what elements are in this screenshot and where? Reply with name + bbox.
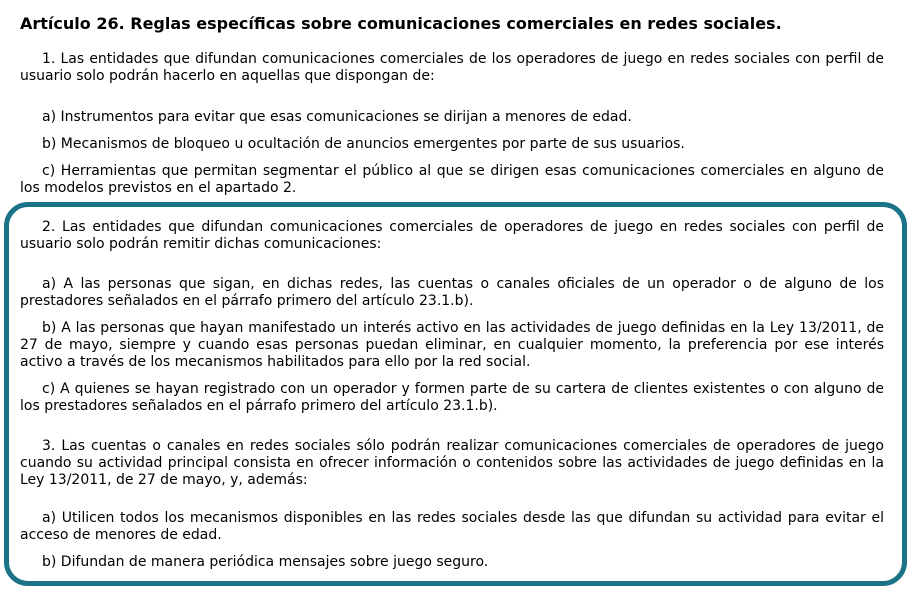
section-2-item-c: c) A quienes se hayan registrado con un operador y formen parte de su cartera de clientes existentes o con alguno de los prestadores señalados en el párrafo primero del artículo 23.1.b). <box>20 381 884 414</box>
section-1-item-c: c) Herramientas que permitan segmentar el público al que se dirigen esas comunicaciones comerciales en alguno de los modelos previstos en el apartado 2. <box>20 163 884 196</box>
section-1-intro: 1. Las entidades que difundan comunicaciones comerciales de los operadores de juego en redes sociales con perfil de usuario solo podrán hacerlo en aquellas que dispongan de: <box>20 51 884 84</box>
section-1-item-b: b) Mecanismos de bloqueo u ocultación de anuncios emergentes por parte de sus usuarios. <box>42 136 685 152</box>
section-3-item-b: b) Difundan de manera periódica mensajes sobre juego seguro. <box>42 554 489 570</box>
section-1-item-a: a) Instrumentos para evitar que esas comunicaciones se dirijan a menores de edad. <box>42 109 632 125</box>
section-2-intro: 2. Las entidades que difundan comunicaciones comerciales de operadores de juego en redes sociales con perfil de usuario solo podrán remitir dichas comunicaciones: <box>20 219 884 252</box>
section-2-item-a: a) A las personas que sigan, en dichas redes, las cuentas o canales oficiales de un operador o de alguno de los prestadores señalados en el párrafo primero del artículo 23.1.b). <box>20 276 884 309</box>
article-title: Artículo 26. Reglas específicas sobre comunicaciones comerciales en redes sociales. <box>20 14 782 33</box>
section-3-item-a: a) Utilicen todos los mecanismos disponibles en las redes sociales desde las que difundan su actividad para evitar el acceso de menores de edad. <box>20 510 884 543</box>
section-3-intro: 3. Las cuentas o canales en redes sociales sólo podrán realizar comunicaciones comerciales de operadores de juego cuando su actividad principal consista en ofrecer información o contenidos sobre las actividades de juego definidas en la Ley 13/2011, de 27 de mayo, y, además: <box>20 438 884 488</box>
section-2-item-b: b) A las personas que hayan manifestado un interés activo en las actividades de juego definidas en la Ley 13/2011, de 27 de mayo, siempre y cuando esas personas puedan eliminar, en cualquier momento, la preferencia por ese interés activo a través de los mecanismos habilitados para ello por la red social. <box>20 320 884 370</box>
